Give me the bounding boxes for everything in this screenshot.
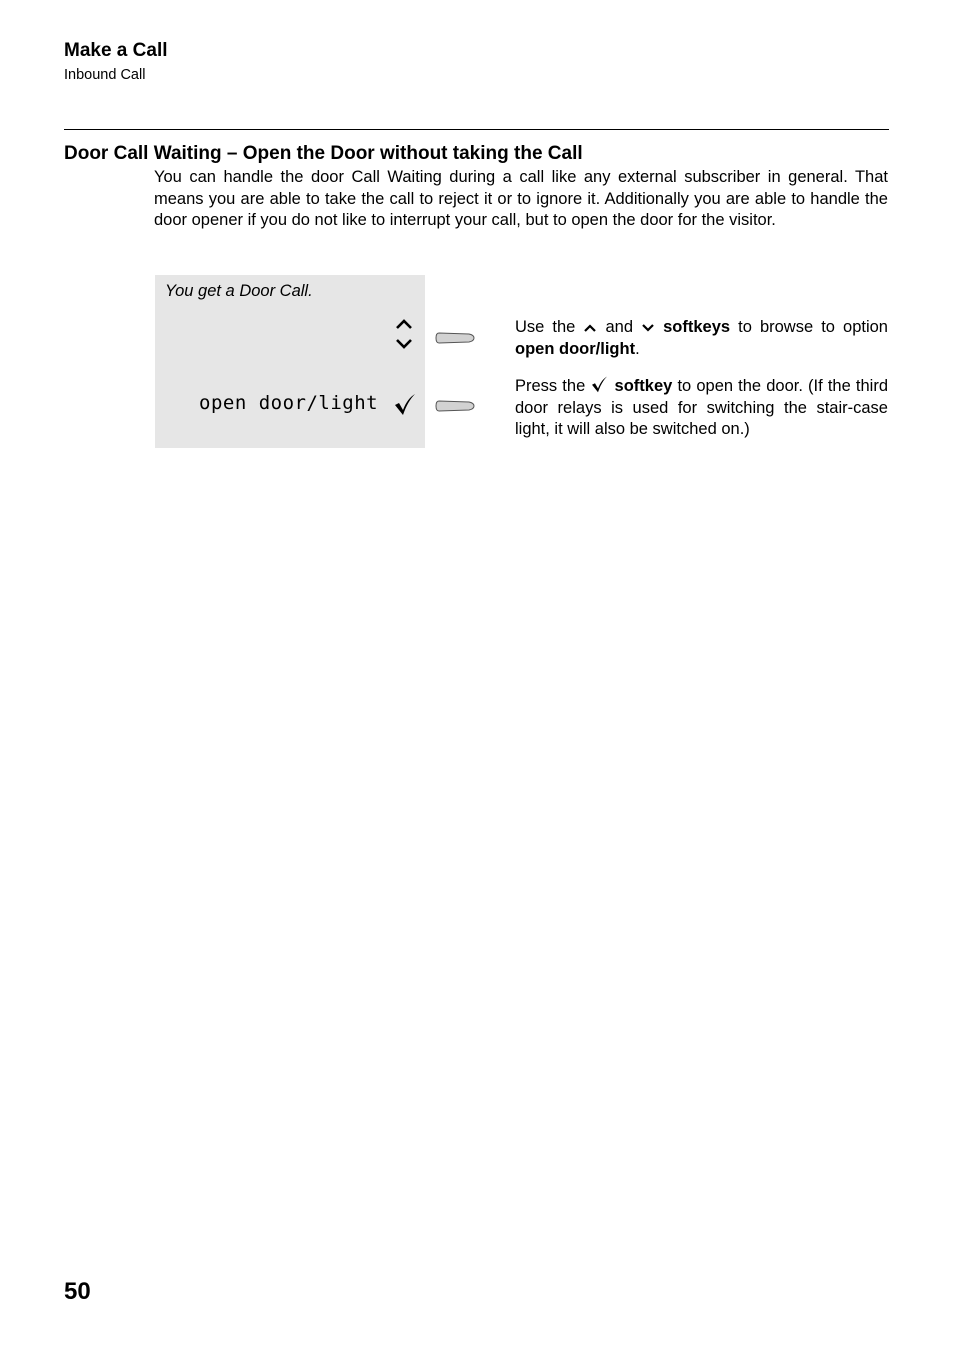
softkey-term: softkey xyxy=(614,377,673,395)
phone-display xyxy=(155,275,425,448)
instruction-open-door xyxy=(515,375,888,441)
section-title: Door Call Waiting – Open the Door without taking the Call xyxy=(64,143,583,164)
display-caption: You get a Door Call. xyxy=(165,282,313,300)
softkey-check-button[interactable] xyxy=(435,400,475,412)
instruction-text: Press the xyxy=(515,377,586,395)
arrow-down-icon xyxy=(395,338,413,350)
arrow-down-icon xyxy=(641,322,655,334)
page-number: 50 xyxy=(64,1278,91,1305)
display-option-open-door: open door/light xyxy=(199,392,379,414)
instruction-text: . xyxy=(635,339,640,358)
arrow-up-icon xyxy=(583,322,597,334)
chapter-subtitle: Inbound Call xyxy=(64,67,146,83)
softkeys-term: softkeys xyxy=(663,318,731,336)
instruction-text: to browse to option xyxy=(738,318,888,336)
intro-paragraph: You can handle the door Call Waiting during a call like any external subscriber in general. That means you are able to take the call to reject it or to ignore it. Additionally you are able to handle the door opener if you do not like to interrupt your call, but to open the door for the visitor. xyxy=(154,168,888,230)
check-icon xyxy=(393,392,417,416)
arrow-up-icon xyxy=(395,318,413,330)
check-icon xyxy=(590,375,609,393)
instruction-browse xyxy=(515,317,888,360)
instruction-text: and xyxy=(605,318,633,336)
option-term: open door/light xyxy=(515,339,636,358)
header-divider xyxy=(64,129,889,130)
instruction-text: Use the xyxy=(515,318,576,336)
chapter-title: Make a Call xyxy=(64,40,168,61)
instruction-text: to open the door. (If the third door relays is used for switching the stair-case light, it will also be switched on.) xyxy=(515,377,889,438)
softkey-arrows-button[interactable] xyxy=(435,332,475,344)
